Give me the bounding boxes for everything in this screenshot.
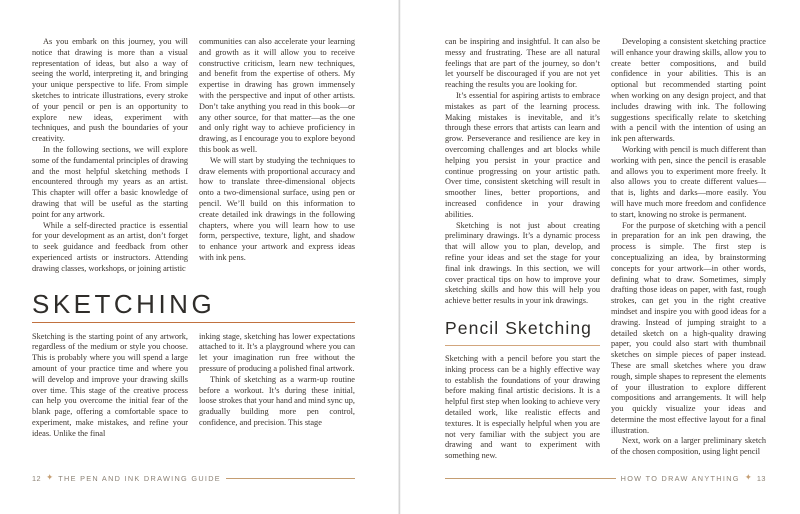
left-top-column-2 (199, 37, 355, 275)
left-top-column-1 (32, 37, 188, 275)
paragraph: Sketching is the starting point of any artwork, regardless of the medium or style you choose. This is probably where you will spend a large amount of your practice time and where you will develop and improve your drawing skills over time. This stage of the creative process can help you overcome the initial fear of the blank page, offering a comfortable space to experiment, make mistakes, and refine your ideas. Unlike the final (32, 331, 188, 438)
running-chapter-title: HOW TO DRAW ANYTHING (620, 474, 740, 483)
page-number: 12 (32, 474, 42, 483)
paragraph: Developing a consistent sketching practice will enhance your drawing skills, allow you to create better compositions, and build confidence in your abilities. This is an optional but recommended starting point when working on any design project, and that includes drawing with ink. The following suggestions specifically relate to sketching with a pencil with the intention of using an ink pen afterwards. (611, 37, 766, 144)
paragraph: Working with pencil is much different than working with pen, since the pencil is erasable and allows you to experiment more freely. It also allows you to create different values—that is, lights and darks—more easily. You will have much more freedom and confidence to start, knowing no stroke is permanent. (611, 144, 766, 219)
subsection-heading-pencil-sketching: Pencil Sketching (445, 317, 592, 338)
paragraph: It’s essential for aspiring artists to embrace mistakes as part of the learning process. Making mistakes is inevitable, and it’s through these errors that artists can learn and grow. Perseverance and resilience are key in overcoming challenges and art blocks while helping you persist in your practice and continue progressing on your artistic path. Over time, consistent sketching will result in smoother lines, better proportions, and increased confidence in your drawing abilities. (445, 90, 600, 219)
footer-rule (445, 478, 616, 479)
paragraph: inking stage, sketching has lower expectations attached to it. It’s a playground where you can let your imagination run free without the pressure of producing a polished final artwork. (199, 331, 355, 373)
right-page-footer (445, 474, 766, 483)
running-book-title: THE PEN AND INK DRAWING GUIDE (58, 474, 221, 483)
paragraph: In the following sections, we will explore some of the fundamental principles of drawing and the most helpful sketching methods I encountered through my years as an artist. This chapter will offer a basic knowledge of drawing that will be useful as the starting point for any artwork. (32, 144, 188, 219)
page-gutter-divider (398, 0, 401, 514)
left-page-footer (32, 474, 355, 483)
section-heading-sketching: SKETCHING (32, 288, 216, 319)
paragraph: communities can also accelerate your learning and growth as it will allow you to receive constructive criticism, learn new techniques, and benefit from the expertise of others. My expertise in drawing has grown immensely with the perspective and input of other artists. Don’t take anything you read in this book—or any other source, for that matter—as the one and only right way to achieve proficiency in drawing, as I encourage you to explore beyond this book as well. (199, 37, 355, 154)
paragraph: Sketching with a pencil before you start the inking process can be a highly effective way to establish the foundations of your drawing before making final artistic decisions. It is a helpful first step when looking to achieve very detailed work, like realistic effects and textures. It is especially helpful when you are not very familiar with the subject you are drawing and want to experiment with something new. (445, 353, 600, 461)
paragraph: can be inspiring and insightful. It can also be messy and frustrating. These are all natural feelings that are part of the journey, so don’t let yourself be discouraged if you are not yet reaching the results you are looking for. (445, 37, 600, 90)
paragraph: Next, work on a larger preliminary sketch of the chosen composition, using light pencil (611, 436, 766, 457)
left-page-top-columns (32, 37, 355, 275)
right-page (399, 0, 798, 514)
left-page (0, 0, 399, 514)
paragraph: Think of sketching as a warm-up routine before a workout. It’s during these initial, loose strokes that your hand and mind sync up, gradually building more pen control, confidence, and precision. This stage (199, 374, 356, 427)
footer-rule (226, 478, 355, 479)
left-bottom-column-2 (199, 332, 355, 440)
footer-ornament-icon: ✦ (46, 473, 54, 484)
right-column-2 (611, 37, 766, 462)
right-column-1 (445, 37, 600, 462)
paragraph: We will start by studying the techniques to draw elements with proportional accuracy and how to translate three-dimensional objects onto a two-dimensional surface, using pen or pencil. We’ll build on this information to create detailed ink drawings in the following chapters, where you will learn how to use form, perspective, texture, light, and shadow to enhance your artwork and express ideas with ink pens. (199, 155, 355, 262)
page-number: 13 (756, 474, 766, 483)
footer-ornament-icon: ✦ (744, 473, 752, 484)
paragraph: While a self-directed practice is essential for your development as an artist, don’t forget to seek guidance and feedback from other experienced artists or instructors. Attending drawing classes, workshops, or joining artistic (32, 220, 188, 273)
paragraph: As you embark on this journey, you will notice that drawing is more than a visual representation of ideas, but also a way of seeing the world, interpreting it, and bringing your unique perspective to life. From simple sketches to intricate illustrations, every stroke of your pencil or pen is an opportunity to explore new ideas, experiment with techniques, and push the boundaries of your creativity. (32, 37, 188, 144)
left-page-bottom-columns (32, 332, 355, 440)
paragraph: Sketching is not just about creating preliminary drawings. It’s a dynamic process that will allow you to plan, develop, and refine your ideas and set the stage for your final ink drawings. In this section, we will cover practical tips on how to improve your sketching skills and how this will help you achieve better results in your ink drawings. (445, 220, 600, 306)
subsection-heading-rule (445, 345, 600, 346)
left-bottom-column-1 (32, 332, 188, 440)
right-page-columns (445, 37, 766, 462)
section-heading-rule (32, 322, 355, 323)
paragraph: For the purpose of sketching with a pencil in preparation for an ink pen drawing, the process is simple. The first step is conceptualizing an idea, by brainstorming concepts for your artwork—in other words, defining what to draw. Sometimes, simply drafting those ideas on paper, with fast, rough strokes, can get you in the right creative mindset and inspire you with good ideas for a drawing. Instead of jumping straight to a detailed sketch on a high-quality drawing paper, you could also start with thumbnail sketches on simple pieces of paper instead. These are small sketches where you draw rough, simple shapes to represent the elements of your illustration to explore different compositions and arrangements. It will help you quickly visualize your ideas and determine the most effective layout for a final illustration. (611, 220, 766, 435)
